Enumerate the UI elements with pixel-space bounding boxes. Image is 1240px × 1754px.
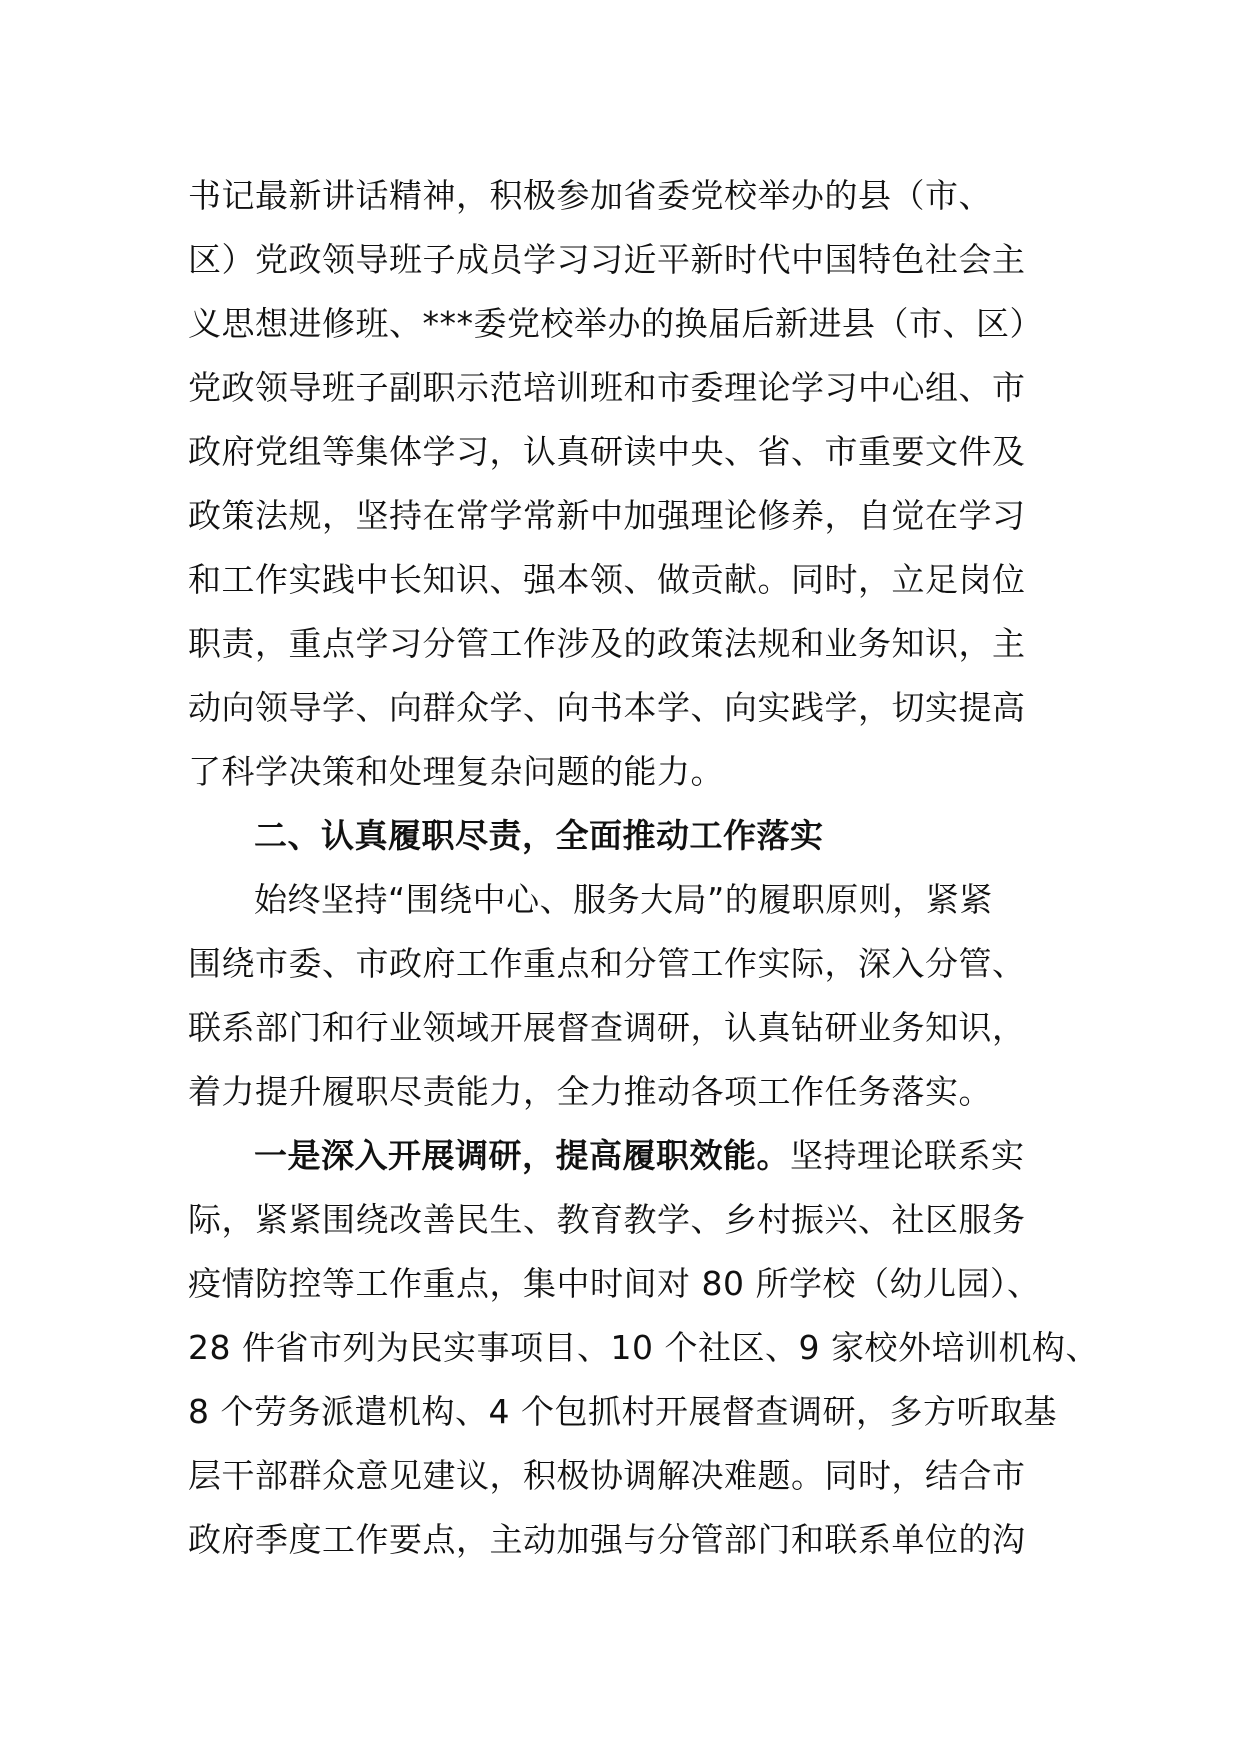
body-line: 党政领导班子副职示范培训班和市委理论学习中心组、市	[188, 368, 1026, 407]
body-line	[188, 1124, 1078, 1188]
body-line: 和工作实践中长知识、强本领、做贡献。同时，立足岗位	[188, 560, 1026, 599]
body-line: 28 件省市列为民实事项目、10 个社区、9 家校外培训机构、	[188, 1328, 1099, 1367]
document-body	[188, 164, 1099, 1572]
runin-heading: 一是深入开展调研，提高履职效能。	[254, 1136, 790, 1175]
body-line: 义思想进修班、***委党校举办的换届后新进县（市、区）	[188, 304, 1043, 343]
section-heading: 二、认真履职尽责，全面推动工作落实	[254, 816, 824, 855]
body-line: 围绕市委、市政府工作重点和分管工作实际，深入分管、	[188, 944, 1026, 983]
runin-text: 坚持理论联系实	[790, 1136, 1025, 1175]
body-line: 政府季度工作要点，主动加强与分管部门和联系单位的沟	[188, 1520, 1026, 1559]
body-line: 层干部群众意见建议，积极协调解决难题。同时，结合市	[188, 1456, 1026, 1495]
body-line: 始终坚持“围绕中心、服务大局”的履职原则，紧紧	[254, 880, 993, 919]
body-line: 政府党组等集体学习，认真研读中央、省、市重要文件及	[188, 432, 1026, 471]
body-line: 8 个劳务派遣机构、4 个包抓村开展督查调研，多方听取基	[188, 1392, 1057, 1431]
body-line: 联系部门和行业领域开展督查调研，认真钻研业务知识，	[188, 1008, 1026, 1047]
body-line: 动向领导学、向群众学、向书本学、向实践学，切实提高	[188, 688, 1026, 727]
body-line: 职责，重点学习分管工作涉及的政策法规和业务知识，主	[188, 624, 1026, 663]
body-line: 区）党政领导班子成员学习习近平新时代中国特色社会主	[188, 240, 1026, 279]
body-line: 政策法规，坚持在常学常新中加强理论修养，自觉在学习	[188, 496, 1026, 535]
body-line: 了科学决策和处理复杂问题的能力。	[188, 752, 724, 791]
body-line: 疫情防控等工作重点，集中时间对 80 所学校（幼儿园）、	[188, 1264, 1041, 1303]
body-line: 着力提升履职尽责能力，全力推动各项工作任务落实。	[188, 1072, 992, 1111]
body-line: 际，紧紧围绕改善民生、教育教学、乡村振兴、社区服务	[188, 1200, 1026, 1239]
body-line: 书记最新讲话精神，积极参加省委党校举办的县（市、	[188, 176, 992, 215]
